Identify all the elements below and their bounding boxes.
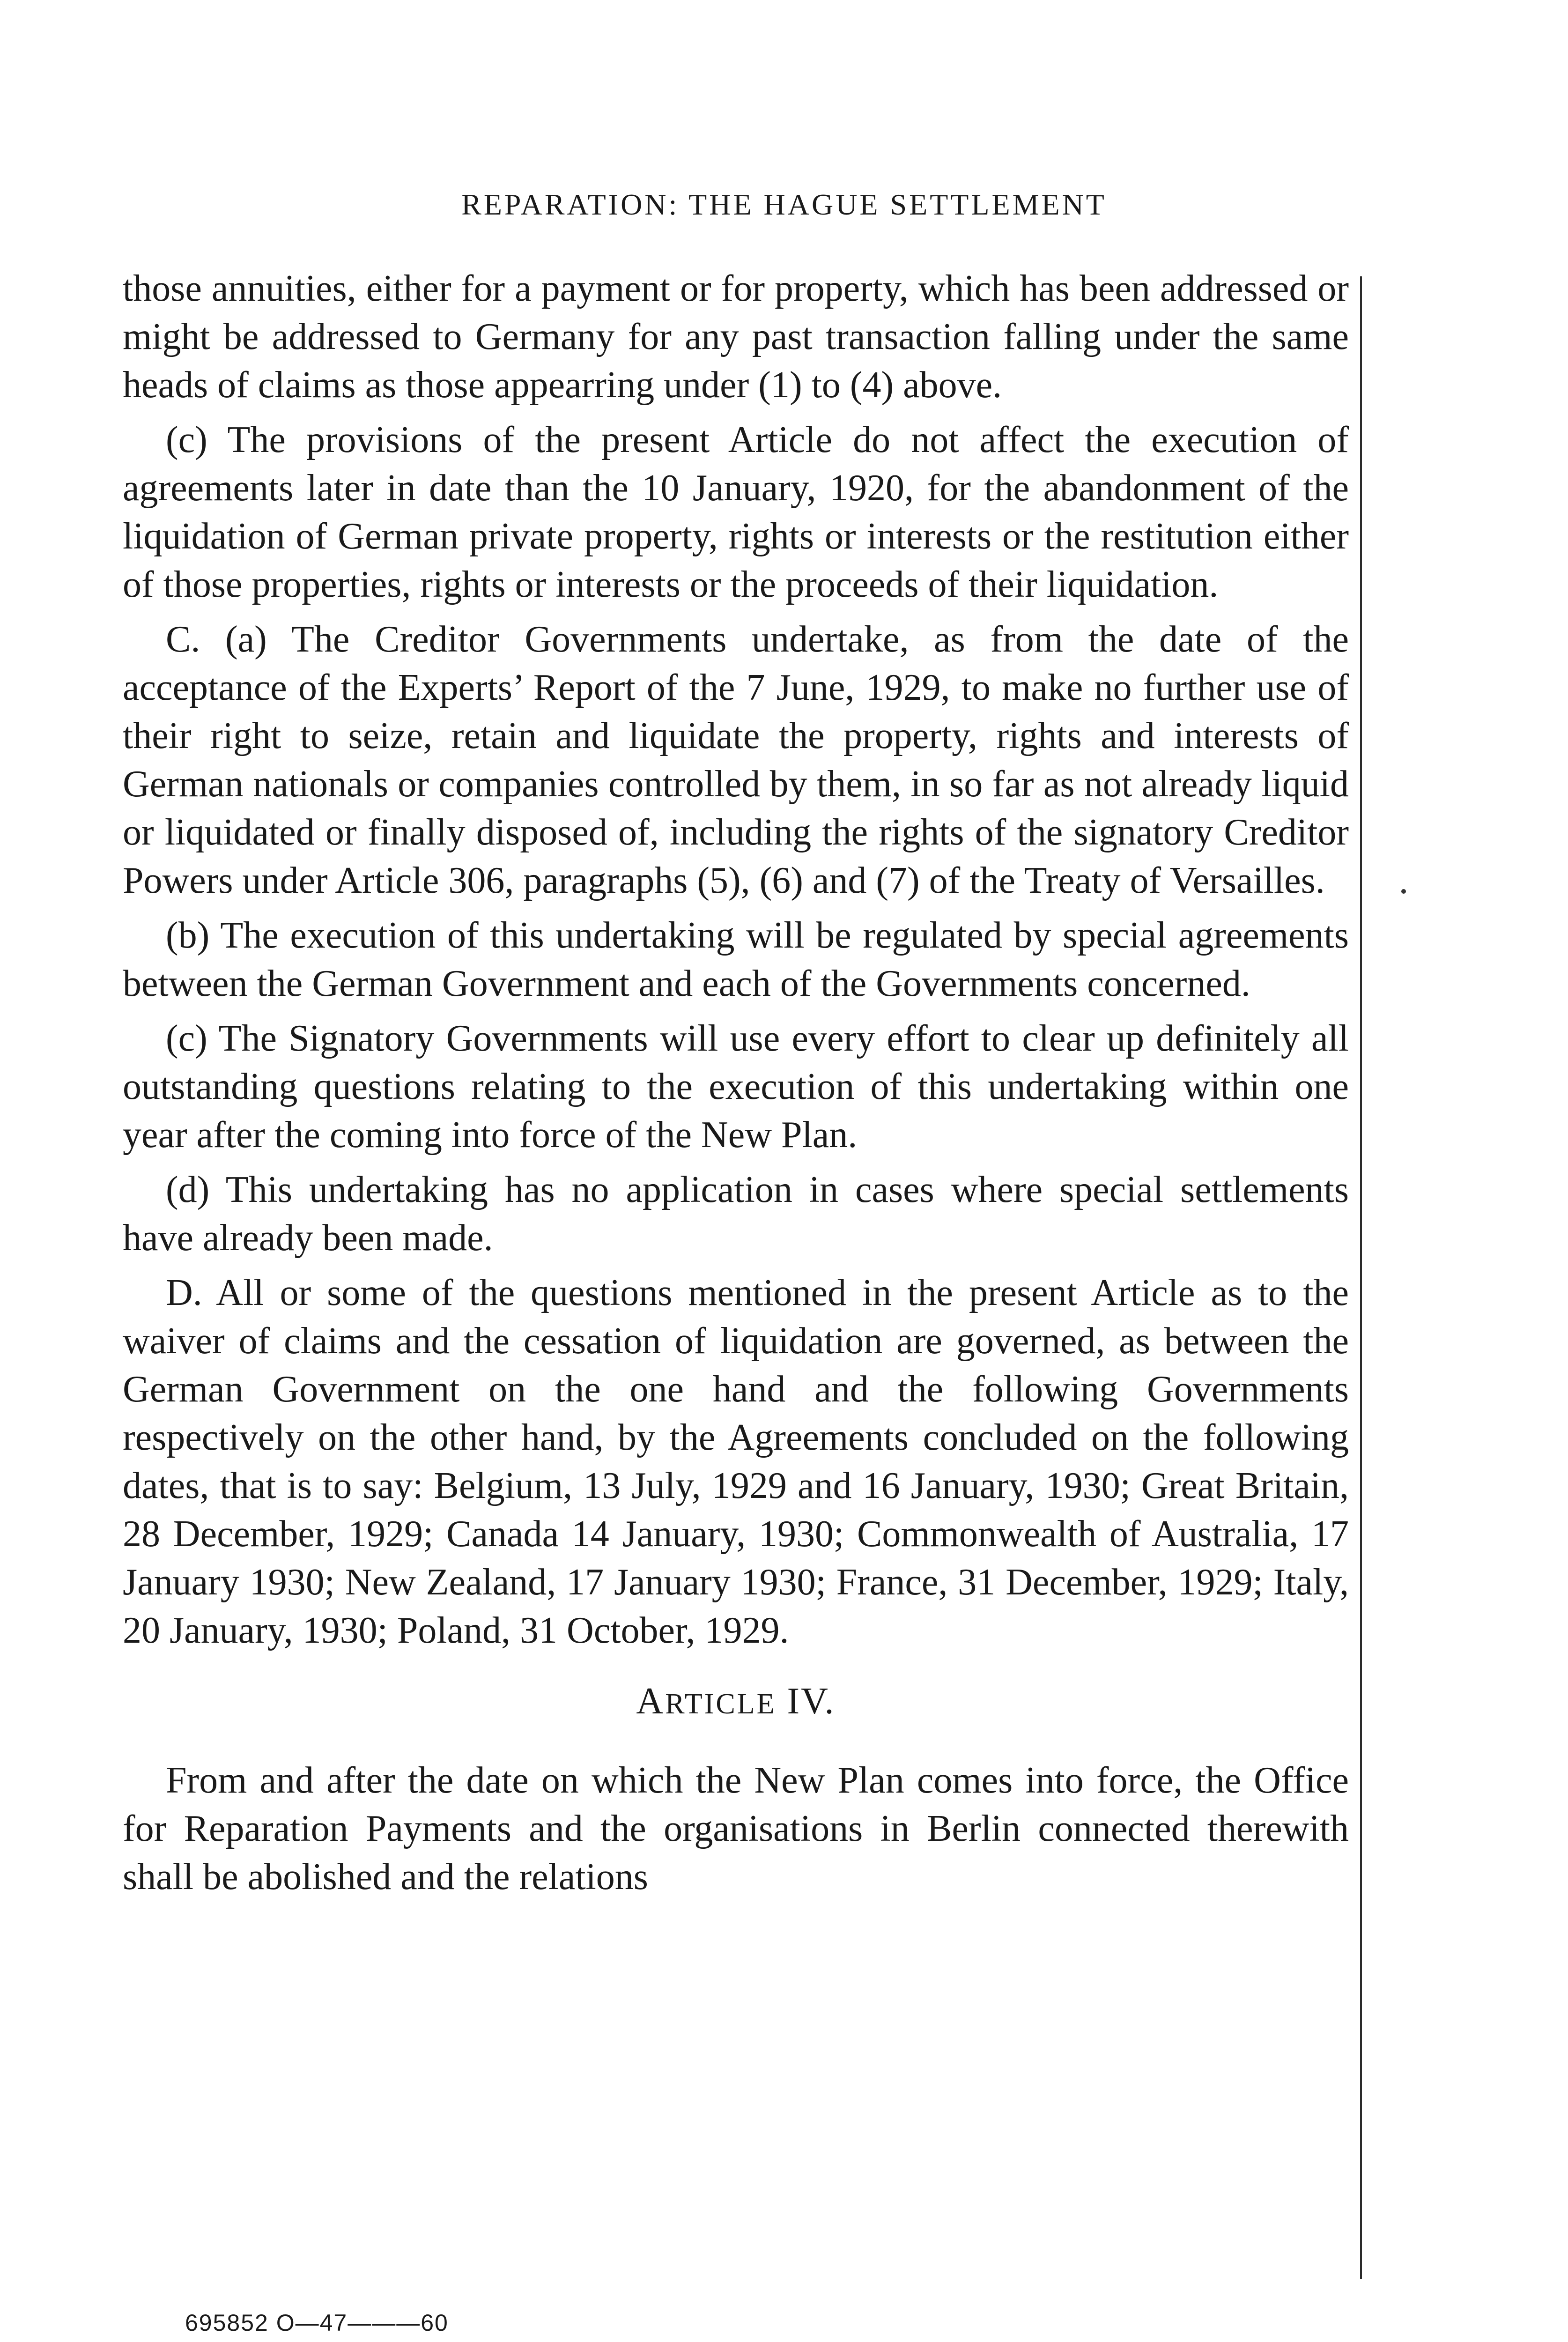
paragraph-d-no-application: (d) This undertaking has no application in cases where special settlements have already been made. (123, 1169, 1349, 1259)
margin-rule (1360, 276, 1362, 2279)
paragraph-continuation: those annuities, either for a payment or for property, which has been addressed or might be addressed to Germany for any past transaction falling under the same heads of claims as those appearring under (1) to (4) above. (123, 268, 1349, 406)
paragraph-c-provisions: (c) The provisions of the present Article do not affect the execution of agreements later in date than the 10 January, 1920, for the abandonment of the liquidation of German private property, rights or interests or the restitution either of those properties, rights or interests or the proceeds of their liquidation. (123, 419, 1349, 605)
article-heading (123, 1677, 1349, 1728)
article-heading-word: ARTICLE (636, 1681, 777, 1722)
running-head: REPARATION: THE HAGUE SETTLEMENT (461, 188, 1107, 221)
paragraph-C-a-undertaking: C. (a) The Creditor Governments undertake, as from the date of the acceptance of the Experts’ Report of the 7 June, 1929, to make no further use of their right to seize, retain and liquidate the property, rights and interests of German nationals or companies controlled by them, in so far as not already liquid or liquidated or finally disposed of, including the rights of the signatory Creditor Powers under Article 306, paragraphs (5), (6) and (7) of the Treaty of Versailles. (123, 619, 1349, 901)
print-code: 695852 O—47———60 (185, 2310, 449, 2336)
page-speck (1401, 889, 1406, 894)
paragraph-D-agreements: D. All or some of the questions mentioned in the present Article as to the waiver of claims and the cessation of liquidation are governed, as between the German Government on the one hand and the following Governments respectively on the other hand, by the Agreements concluded on the following dates, that is to say: Belgium, 13 July, 1929 and 16 January, 1930; Great Britain, 28 December, 1929; Canada 14 January, 1930; Commonwealth of Australia, 17 January 1930; New Zealand, 17 January 1930; France, 31 December, 1929; Italy, 20 January, 1930; Poland, 31 October, 1929. (123, 1272, 1349, 1651)
paragraph-b-execution: (b) The execution of this undertaking will be regulated by special agreements between the German Government and each of the Governments concerned. (123, 915, 1349, 1004)
article-heading-numeral: IV. (787, 1681, 836, 1722)
page-body (123, 265, 1349, 1908)
paragraph-article-iv: From and after the date on which the New Plan comes into force, the Office for Reparation Payments and the organisations in Berlin connected therewith shall be abolished and the relations (123, 1760, 1349, 1897)
paragraph-c-signatory-governments: (c) The Signatory Governments will use every effort to clear up definitely all outstanding questions relating to the execution of this undertaking within one year after the coming into force of the New Plan. (123, 1018, 1349, 1156)
